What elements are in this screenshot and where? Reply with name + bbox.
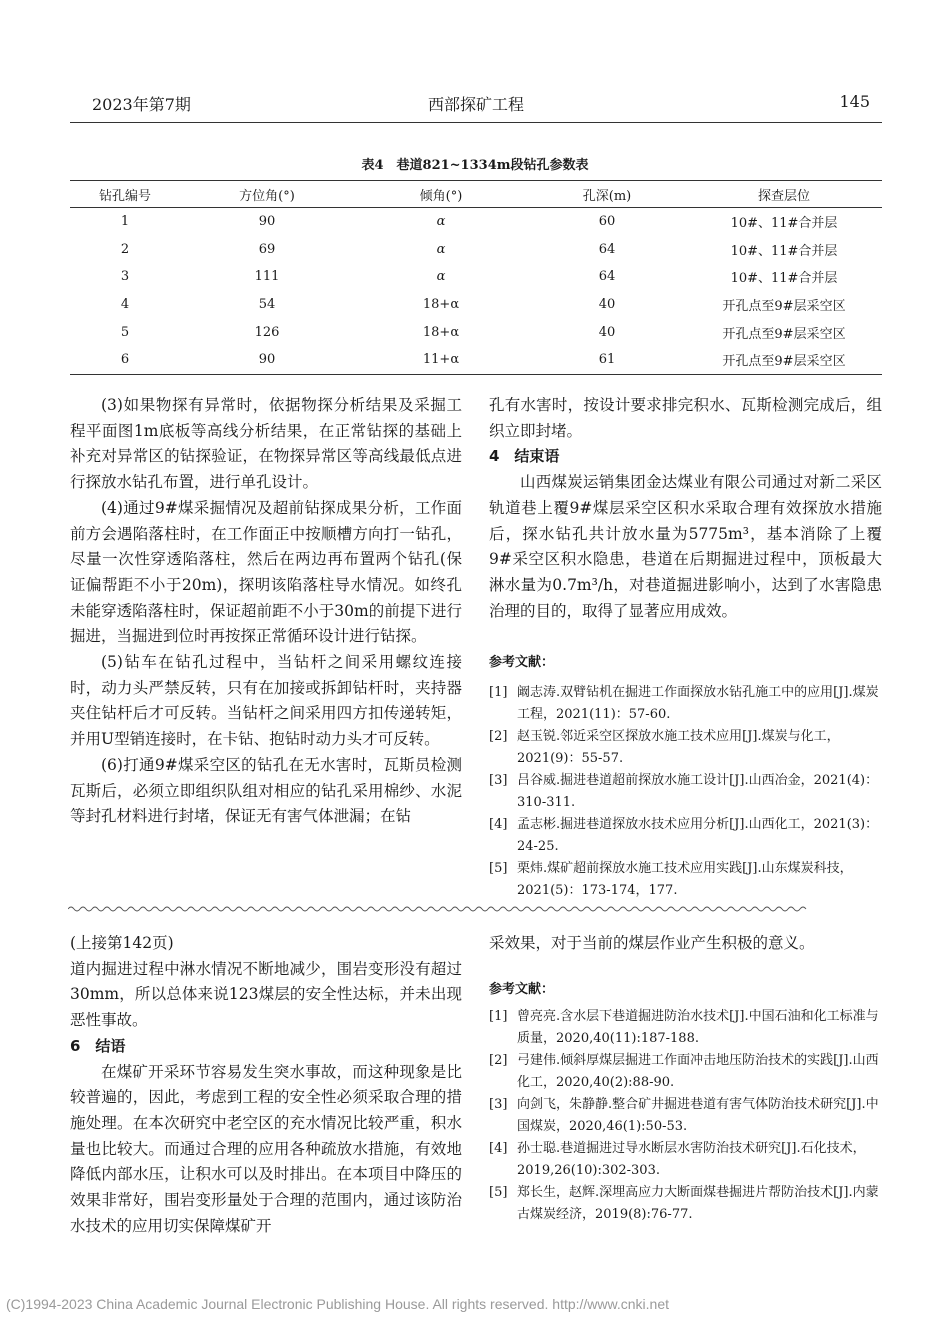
body-paragraph: (3)如果物探有异常时，依据物探分析结果及采掘工程平面图1m底板等高线分析结果，在正常钻探的基础上补充对异常区的钻探验证，在物探异常区等高线最低点进行探放水钻孔布置，进行单孔设计。	[70, 396, 462, 492]
table-cell: 40	[598, 297, 616, 313]
reference-number: [2]	[489, 729, 508, 745]
table-cell: 64	[598, 269, 616, 285]
reference-text: 向剑飞，朱静静.整合矿井掘进巷道有害气体防治技术研究[J].中国煤炭，2020,46(1):50-53.	[517, 1097, 879, 1135]
table-header: 倾角(°)	[354, 181, 528, 208]
references-title: 参考文献：	[489, 981, 555, 997]
table-cell: 3	[120, 269, 130, 285]
table-caption: 表4 巷道821~1334m段钻孔参数表	[361, 158, 589, 173]
table-header: 方位角(°)	[180, 181, 354, 208]
table-cell: 开孔点至9#层采空区	[722, 326, 846, 342]
table-cell: 60	[598, 214, 616, 230]
body-paragraph: 道内掘进过程中淋水情况不断地减少，围岩变形没有超过30mm，所以总体来说123煤层的安全性达标，并未出现恶性事故。	[70, 959, 462, 1030]
reference-text: 栗炜.煤矿超前探放水施工技术应用实践[J].山东煤炭科技，2021(5)：173-174，177.	[517, 861, 853, 899]
table-cell: 64	[598, 241, 616, 257]
table-cell: 6	[70, 346, 180, 374]
table-cell: 5	[120, 324, 130, 340]
reference-text: 郑长生，赵辉.深埋高应力大断面煤巷掘进片帮防治技术[J].内蒙古煤炭经济，2019(8):76-77.	[517, 1185, 879, 1223]
reference-number: [3]	[489, 1097, 508, 1113]
table-cell: 18+α	[422, 324, 460, 340]
body-paragraph: (6)打通9#煤采空区的钻孔在无水害时，瓦斯员检测瓦斯后，必须立即组织队组对相应的钻孔采用棉纱、水泥等封孔材料进行封堵，保证无有害气体泄漏；在钻	[70, 755, 462, 826]
reference-number: [2]	[489, 1053, 508, 1069]
table-cell: 69	[258, 241, 276, 257]
table-cell: 开孔点至9#层采空区	[686, 346, 882, 374]
table-cell: 18+α	[422, 297, 460, 313]
table-cell: 开孔点至9#层采空区	[722, 299, 846, 315]
table-header: 探查层位	[686, 181, 882, 208]
issue-label: 2023年第7期	[92, 95, 191, 114]
continued-from-label: (上接第142页)	[70, 934, 174, 952]
reference-text: 阚志涛.双臂钻机在掘进工作面探放水钻孔施工中的应用[J].煤炭工程，2021(11)：57-60.	[517, 685, 879, 723]
table-cell: 10#、11#合并层	[730, 271, 838, 287]
reference-item	[489, 814, 882, 858]
reference-number: [4]	[489, 817, 508, 833]
table-cell: 10#、11#合并层	[730, 216, 838, 232]
table-cell: 61	[528, 346, 686, 374]
table-header: 孔深(m)	[528, 181, 686, 208]
reference-text: 弓建伟.倾斜厚煤层掘进工作面冲击地压防治技术的实践[J].山西化工，2020,40(2):88-90.	[517, 1053, 879, 1091]
body-paragraph: 山西煤炭运销集团金达煤业有限公司通过对新二采区轨道巷上覆9#煤层采空区积水采取合理有效探放水措施后，探水钻孔共计放水量为5775m³，基本消除了上覆9#采空区积水隐患，巷道在后期掘进过程中，顶板最大淋水量为0.7m³/h，对巷道掘进影响小，达到了水害隐患治理的目的，取得了显著应用成效。	[489, 473, 882, 620]
table-cell: 10#、11#合并层	[730, 243, 838, 259]
table-row	[70, 346, 882, 374]
drill-parameter-table	[70, 180, 882, 375]
reference-item	[489, 1006, 882, 1050]
lower-left-column	[70, 931, 462, 1239]
reference-number: [4]	[489, 1141, 508, 1157]
table-cell: 90	[180, 346, 354, 374]
table-cell: 11+α	[354, 346, 528, 374]
table-header: 钻孔编号	[70, 181, 180, 208]
table-cell: 90	[258, 214, 276, 230]
body-paragraph: (5)钻车在钻孔过程中，当钻杆之间采用螺纹连接时，动力头严禁反转，只有在加接或拆卸钻杆时，夹持器夹住钻杆后才可反转。当钻杆之间采用四方扣传递转矩，并用U型销连接时，在卡钻、抱钻时动力头才可反转。	[70, 653, 462, 749]
reference-item	[489, 682, 882, 726]
table-cell: 126	[254, 324, 280, 340]
body-paragraph: 孔有水害时，按设计要求排完积水、瓦斯检测完成后，组织立即封堵。	[489, 396, 882, 440]
table-row	[70, 263, 882, 291]
table-row	[70, 236, 882, 264]
reference-text: 赵玉锐.邻近采空区探放水施工技术应用[J].煤炭与化工，2021(9)：55-57.	[517, 729, 840, 767]
table-cell: α	[436, 241, 446, 257]
reference-text: 曾亮亮.含水层下巷道掘进防治水技术[J].中国石油和化工标准与质量，2020,40(11):187-188.	[517, 1009, 879, 1047]
reference-text: 孟志彬.掘进巷道探放水技术应用分析[J].山西化工，2021(3)：24-25.	[517, 817, 879, 855]
reference-number: [1]	[489, 685, 508, 701]
reference-number: [5]	[489, 1185, 508, 1201]
upper-left-column	[70, 393, 462, 830]
body-paragraph: (4)通过9#煤采掘情况及超前钻探成果分析，工作面前方会遇陷落柱时，在工作面正中按顺槽方向打一钻孔，尽量一次性穿透陷落柱，然后在两边再布置两个钻孔(保证偏帮距不小于20m)，探明该陷落柱导水情况。如终孔未能穿透陷落柱时，保证超前距不小于30m的前提下进行掘进，当掘进到位时再按探正常循环设计进行钻探。	[70, 498, 462, 646]
reference-item	[489, 1182, 882, 1226]
reference-text: 孙士聪.巷道掘进过导水断层水害防治技术研究[J].石化技术，2019,26(10):302-303.	[517, 1141, 866, 1179]
table-cell: α	[436, 214, 446, 230]
reference-item	[489, 1050, 882, 1094]
references-title: 参考文献：	[489, 655, 555, 671]
section-heading: 6 结语	[70, 1036, 126, 1055]
page-number: 145	[839, 92, 870, 111]
reference-item	[489, 1094, 882, 1138]
table-row	[70, 208, 882, 236]
running-header	[70, 92, 882, 123]
lower-right-column	[489, 931, 882, 1226]
wavy-divider	[68, 905, 882, 913]
body-paragraph: 在煤矿开采环节容易发生突水事故，而这种现象是比较普遍的，因此，考虑到工程的安全性必须采取合理的措施处理。在本次研究中老空区的充水情况比较严重，积水量也比较大。而通过合理的应用各种疏放水措施，有效地降低内部水压，让积水可以及时排出。在本项目中降压的效果非常好，围岩变形量处于合理的范围内，通过该防治水技术的应用切实保障煤矿开	[70, 1062, 462, 1235]
reference-number: [5]	[489, 861, 508, 877]
table-cell: α	[436, 269, 446, 285]
reference-item	[489, 770, 882, 814]
reference-number: [1]	[489, 1009, 508, 1025]
table-cell: 1	[120, 214, 130, 230]
table-cell: 2	[120, 241, 130, 257]
table-cell: 54	[258, 297, 276, 313]
reference-item	[489, 858, 882, 902]
table-header-row	[70, 181, 882, 208]
upper-right-column	[489, 393, 882, 902]
table-row	[70, 318, 882, 346]
reference-number: [3]	[489, 773, 508, 789]
reference-text: 吕谷威.掘进巷道超前探放水施工设计[J].山西冶金，2021(4)：310-311.	[517, 773, 879, 811]
body-paragraph: 采效果，对于当前的煤层作业产生积极的意义。	[489, 934, 815, 952]
table-cell: 111	[254, 269, 280, 285]
copyright-watermark: (C)1994-2023 China Academic Journal Electronic Publishing House. All rights reserved. http://www.cnki.net	[6, 1296, 669, 1312]
section-heading: 4 结束语	[489, 447, 560, 466]
journal-title: 西部探矿工程	[427, 95, 524, 114]
table-cell: 40	[598, 324, 616, 340]
reference-item	[489, 1138, 882, 1182]
table-row	[70, 291, 882, 319]
table-cell: 4	[120, 297, 130, 313]
reference-item	[489, 726, 882, 770]
